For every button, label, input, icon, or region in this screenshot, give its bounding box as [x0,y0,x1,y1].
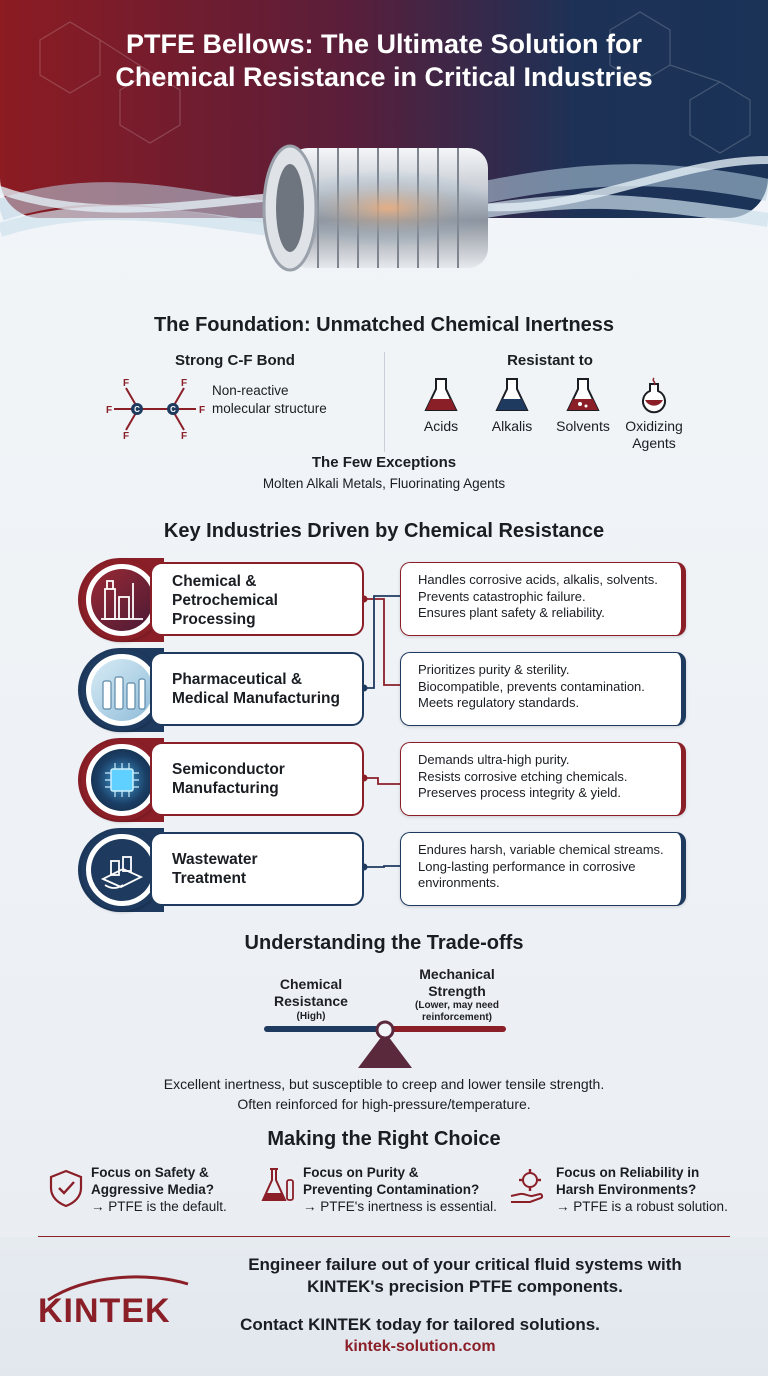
acid-flask-icon [423,376,459,414]
left-label-line-1: Chemical [279,976,343,992]
industry-1-desc-line-3: Ensures plant safety & reliability. [418,605,605,620]
kintek-logo [38,1270,198,1330]
industry-4-desc-line-2: Long-lasting performance in corrosive [418,858,636,874]
industry-1-card [150,562,364,636]
svg-text:F: F [105,405,113,416]
right-note-line-1: (Lower, may need [415,1000,499,1011]
kintek-logo-text: KINTEK [38,1292,171,1330]
refinery-icon [91,569,153,631]
title-line-1: PTFE Bellows: The Ultimate Solution for [125,29,643,59]
industry-4-card [150,832,364,906]
industry-3-desc-line-1: Demands ultra-high purity. [418,752,570,767]
footer-cta [200,1254,730,1298]
industry-4-desc-line-3: environments. [418,875,500,890]
solvent-flask-icon [565,376,601,414]
choice-3-text [556,1164,728,1215]
industry-1-desc-line-2: Prevents catastrophic failure. [418,588,586,604]
oxidizing-agents-label [614,418,694,452]
choice-3-answer: → PTFE is a robust solution. [556,1199,728,1214]
solvents-label: Solvents [556,418,610,434]
right-label-line-2: Strength [428,983,486,999]
foundation-divider [384,352,385,452]
website-link[interactable]: kintek-solution.com [344,1338,496,1355]
svg-text:C: C [134,405,140,414]
industry-4-description [400,832,686,906]
industry-2-desc-line-1: Prioritizes purity & sterility. [418,662,570,677]
tradeoffs-section-title: Understanding the Trade-offs [244,932,524,954]
tradeoffs-summary-line-1: Excellent inertness, but susceptible to creep and lower tensile strength. [163,1076,605,1092]
choice-1-answer: → PTFE is the default. [91,1199,227,1214]
industry-4-name-line-2: Treatment [172,870,247,887]
chemical-resistance-label [256,976,366,1010]
treatment-plant-icon [91,839,153,901]
page-title [0,28,768,94]
alkalis-label: Alkalis [491,418,533,434]
balance-scale-icon [262,1018,508,1070]
industry-3-name-line-2: Manufacturing [172,780,279,797]
title-line-2: Chemical Resistance in Critical Industries [115,62,653,92]
choice-2-answer: → PTFE's inertness is essential. [303,1199,497,1214]
industry-4-name-line-1: Wastewater [172,851,258,868]
industries-section-title: Key Industries Driven by Chemical Resistance [163,520,605,542]
right-note-line-2: reinforcement) [421,1012,492,1023]
industry-2-name-line-1: Pharmaceutical & [172,671,303,688]
industry-3-desc-line-2: Resists corrosive etching chemicals. [418,768,628,784]
alkali-flask-icon [494,376,530,414]
left-label-line-2: Resistance [274,993,348,1009]
choice-3-question-line-1: Focus on Reliability in [556,1165,700,1180]
cta-line-2: KINTEK's precision PTFE components. [307,1277,623,1296]
acids-label: Acids [423,418,459,434]
industry-3-desc-line-3: Preserves process integrity & yield. [418,785,622,800]
tradeoffs-summary-line-2: Often reinforced for high-pressure/temperature. [237,1096,531,1112]
svg-text:F: F [122,378,130,389]
right-label-line-1: Mechanical [419,966,495,982]
resistant-to-title: Resistant to [507,352,593,369]
lab-glassware-icon [91,659,153,721]
svg-text:F: F [198,405,206,416]
cf-bond-desc-line-2: molecular structure [212,401,327,416]
oxidizer-flask-icon [636,376,672,414]
industry-2-card [150,652,364,726]
cf-bond-title: Strong C-F Bond [175,352,295,369]
choice-1-question-line-1: Focus on Safety & [91,1165,209,1180]
ptfe-bellows-image [248,118,526,298]
oxidizing-label-line-2: Agents [632,435,676,451]
choice-2-question-line-1: Focus on Purity & [303,1165,419,1180]
oxidizing-label-line-1: Oxidizing [625,418,683,434]
footer-divider [38,1236,730,1237]
industry-1-description [400,562,686,636]
industry-2-description [400,652,686,726]
exceptions-text: Molten Alkali Metals, Fluorinating Agents [262,476,506,491]
microchip-icon [91,749,153,811]
lab-flask-icon [258,1166,298,1206]
left-note: (High) [296,1011,326,1022]
industry-1-name-line-3: Processing [172,611,256,628]
choice-2-question-line-2: Preventing Contamination? [303,1182,480,1197]
cta-contact-line: Contact KINTEK today for tailored solutions. [240,1315,600,1334]
industry-2-desc-line-2: Biocompatible, prevents contamination. [418,678,645,694]
industry-1-name-line-1: Chemical & [172,573,257,590]
cta-line-1: Engineer failure out of your critical fluid systems with [248,1255,682,1274]
industry-4-desc-line-1: Endures harsh, variable chemical streams. [418,842,664,857]
cf-bond-desc-line-1: Non-reactive [212,383,289,398]
svg-text:C: C [170,405,176,414]
svg-text:F: F [180,378,188,389]
industry-1-desc-line-1: Handles corrosive acids, alkalis, solvents. [418,572,658,587]
foundation-section-title: The Foundation: Unmatched Chemical Inertness [153,314,615,336]
industry-3-name-line-1: Semiconductor [172,761,285,778]
choice-section-title: Making the Right Choice [267,1128,501,1150]
tradeoffs-summary [0,1074,768,1114]
industry-1-name-line-2: Petrochemical [172,592,278,609]
cf-bond-description [212,382,327,418]
industry-2-name-line-2: Medical Manufacturing [172,690,340,707]
choice-1-question-line-2: Aggressive Media? [91,1182,215,1197]
industry-2-desc-line-3: Meets regulatory standards. [418,695,580,710]
industry-3-description [400,742,686,816]
shield-check-icon [46,1168,86,1208]
mechanical-strength-label [402,966,512,1000]
industry-3-card [150,742,364,816]
exceptions-title: The Few Exceptions [311,454,457,471]
gear-hand-icon [508,1166,548,1206]
svg-text:F: F [122,431,130,440]
choice-2-text [303,1164,497,1215]
choice-1-text [91,1164,227,1215]
cf-molecule-icon [104,378,208,440]
svg-text:F: F [180,431,188,440]
choice-3-question-line-2: Harsh Environments? [556,1182,697,1197]
